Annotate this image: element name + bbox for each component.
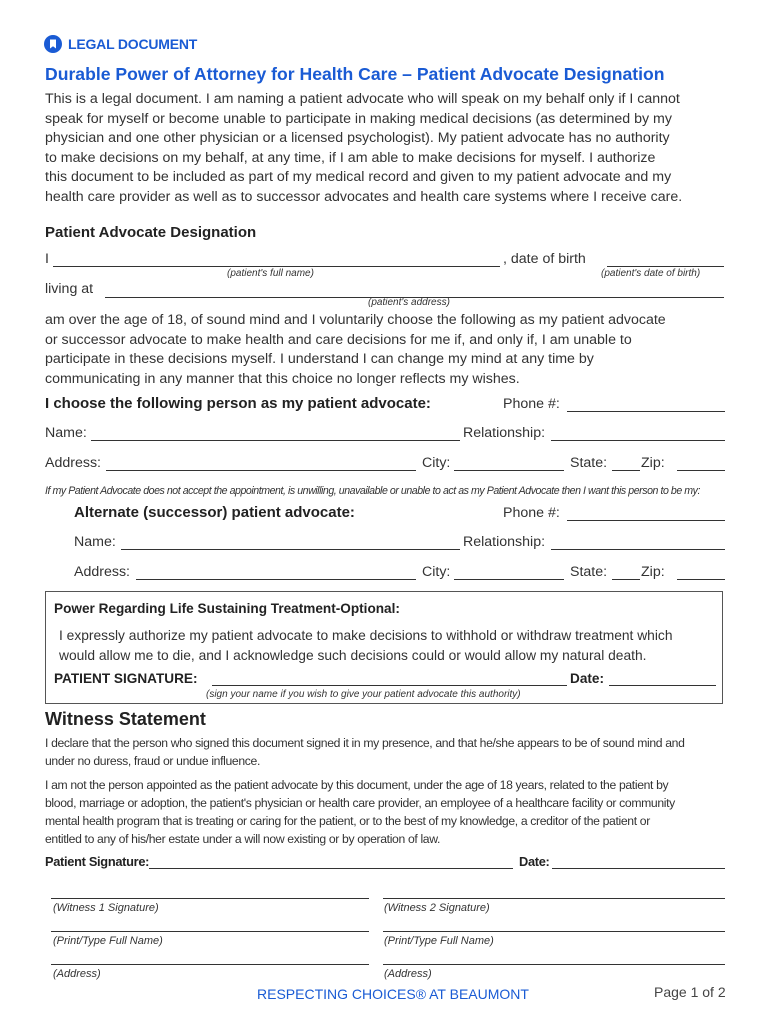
patient-signature-label: PATIENT SIGNATURE:	[54, 671, 198, 686]
advocate-zip-field[interactable]	[677, 470, 725, 471]
designation-statement	[45, 311, 666, 389]
witness-para-1-line: under no duress, fraud or undue influence.	[45, 754, 260, 768]
alternate-city-field[interactable]	[454, 579, 564, 580]
alternate-heading: Alternate (successor) patient advocate:	[74, 504, 355, 521]
statement-line: am over the age of 18, of sound mind and I voluntarily choose the following as my patient advocate	[45, 312, 666, 328]
patient-address-caption: (patient's address)	[368, 297, 450, 308]
intro-line: this document to be included as part of my medical record and given to my patient advocate and my	[45, 169, 672, 185]
document-icon	[44, 35, 62, 53]
alternate-relationship-field[interactable]	[551, 549, 725, 550]
dob-label: , date of birth	[503, 251, 586, 267]
witness-1-name-caption: (Print/Type Full Name)	[53, 935, 163, 947]
life-sustaining-line: would allow me to die, and I acknowledge such decisions could or would allow my natural death.	[59, 647, 647, 663]
patient-dob-field[interactable]	[607, 266, 724, 267]
witness-2-name-field[interactable]	[383, 931, 725, 932]
intro-paragraph	[45, 90, 682, 207]
intro-line: health care provider as well as to successor advocates and health care systems where I receive care.	[45, 188, 683, 205]
advocate-phone-field[interactable]	[567, 411, 725, 412]
legal-document-badge	[44, 33, 197, 55]
witness-1-signature-field[interactable]	[51, 898, 369, 899]
signature-caption: (sign your name if you wish to give your patient advocate this authority)	[206, 689, 521, 700]
witness-1-name-field[interactable]	[51, 931, 369, 932]
alternate-state-field[interactable]	[612, 579, 640, 580]
witness-2-address-field[interactable]	[383, 964, 725, 965]
alternate-phone-field[interactable]	[567, 520, 725, 521]
alternate-name-field[interactable]	[121, 549, 460, 550]
advocate-relationship-label: Relationship:	[463, 425, 546, 441]
witness-date-field[interactable]	[552, 868, 725, 869]
witness-para-2-line: entitled to any of his/her estate under a will now existing or by operation of law.	[45, 832, 441, 846]
advocate-state-field[interactable]	[612, 470, 640, 471]
advocate-city-field[interactable]	[454, 470, 564, 471]
witness-heading: Witness Statement	[45, 709, 206, 729]
witness-para-1	[45, 734, 685, 770]
patient-name-caption: (patient's full name)	[227, 268, 314, 279]
life-sustaining-line: I expressly authorize my patient advocate to make decisions to withhold or withdraw treatment which	[59, 628, 673, 643]
statement-line: or successor advocate to make health and care decisions for me if, and only if, I am unable to	[45, 331, 632, 348]
page-number: Page 1 of 2	[654, 984, 726, 1000]
advocate-relationship-field[interactable]	[551, 440, 725, 441]
patient-dob-caption: (patient's date of birth)	[601, 268, 701, 279]
alternate-relationship-label: Relationship:	[463, 534, 546, 550]
advocate-heading: I choose the following person as my patient advocate:	[45, 395, 431, 412]
fallback-note: If my Patient Advocate does not accept the appointment, is unwilling, unavailable or unable to act as my Patient Advocate then I want this person to be my:	[45, 485, 700, 497]
intro-line: to make decisions on my behalf, at any time, if I am able to make decisions for myself. I authorize	[45, 149, 656, 166]
life-sustaining-date-field[interactable]	[609, 685, 716, 686]
witness-patient-signature-field[interactable]	[149, 868, 513, 869]
advocate-state-label: State:	[570, 455, 608, 471]
life-sustaining-text	[59, 626, 673, 665]
witness-para-1-line: I declare that the person who signed this document signed it in my presence, and that he/she appears to be of sound mind and	[45, 736, 685, 750]
witness-para-2-line: mental health program that is treating or caring for the patient, or to the best of my knowledge, a creditor of the patient or	[45, 814, 650, 828]
alternate-city-label: City:	[422, 564, 451, 580]
badge-label: LEGAL DOCUMENT	[68, 36, 198, 52]
advocate-address-field[interactable]	[106, 470, 416, 471]
living-at-label: living at	[45, 281, 94, 297]
witness-para-2	[45, 776, 675, 848]
intro-line: physician and one other physician or a licensed psychologist). My patient advocate has no authority	[45, 130, 670, 146]
witness-2-signature-field[interactable]	[383, 898, 725, 899]
advocate-phone-label: Phone #:	[503, 396, 560, 412]
witness-2-address-caption: (Address)	[384, 968, 432, 980]
witness-2-name-caption: (Print/Type Full Name)	[384, 935, 494, 947]
statement-line: participate in these decisions myself. I understand I can change my mind at any time by	[45, 351, 594, 367]
advocate-name-label: Name:	[45, 425, 87, 441]
witness-date-label: Date:	[519, 854, 550, 869]
advocate-name-field[interactable]	[91, 440, 460, 441]
page-title: Durable Power of Attorney for Health Care – Patient Advocate Designation	[45, 64, 665, 84]
alternate-name-label: Name:	[74, 534, 116, 550]
alternate-address-field[interactable]	[136, 579, 416, 580]
alternate-zip-field[interactable]	[677, 579, 725, 580]
intro-line: This is a legal document. I am naming a patient advocate who will speak on my behalf only if I cannot	[45, 91, 680, 107]
footer-brand: RESPECTING CHOICES® AT BEAUMONT	[257, 986, 529, 1002]
alternate-zip-label: Zip:	[641, 564, 665, 580]
witness-2-signature-caption: (Witness 2 Signature)	[384, 902, 490, 914]
witness-para-2-line: I am not the person appointed as the patient advocate by this document, under the age of 18 years, related to the patient by	[45, 778, 669, 792]
witness-1-signature-caption: (Witness 1 Signature)	[53, 902, 159, 914]
alternate-phone-label: Phone #:	[503, 505, 560, 521]
life-sustaining-date-label: Date:	[570, 671, 604, 686]
witness-patient-signature-label: Patient Signature:	[45, 854, 150, 869]
intro-line: speak for myself or become unable to participate in making medical decisions (as determined by my	[45, 110, 672, 127]
patient-signature-field[interactable]	[212, 685, 567, 686]
designation-heading: Patient Advocate Designation	[45, 224, 257, 241]
alternate-address-label: Address:	[74, 564, 130, 580]
patient-name-field[interactable]	[53, 266, 500, 267]
alternate-state-label: State:	[570, 564, 608, 580]
witness-para-2-line: blood, marriage or adoption, the patient's physician or health care provider, an employee of a healthcare facility or community	[45, 796, 675, 810]
advocate-address-label: Address:	[45, 455, 101, 471]
life-sustaining-heading: Power Regarding Life Sustaining Treatment-Optional:	[54, 601, 400, 616]
i-label: I	[45, 251, 49, 267]
witness-1-address-caption: (Address)	[53, 968, 101, 980]
advocate-city-label: City:	[422, 455, 451, 471]
witness-1-address-field[interactable]	[51, 964, 369, 965]
statement-line: communicating in any manner that this choice no longer reflects my wishes.	[45, 370, 520, 387]
advocate-zip-label: Zip:	[641, 455, 665, 471]
